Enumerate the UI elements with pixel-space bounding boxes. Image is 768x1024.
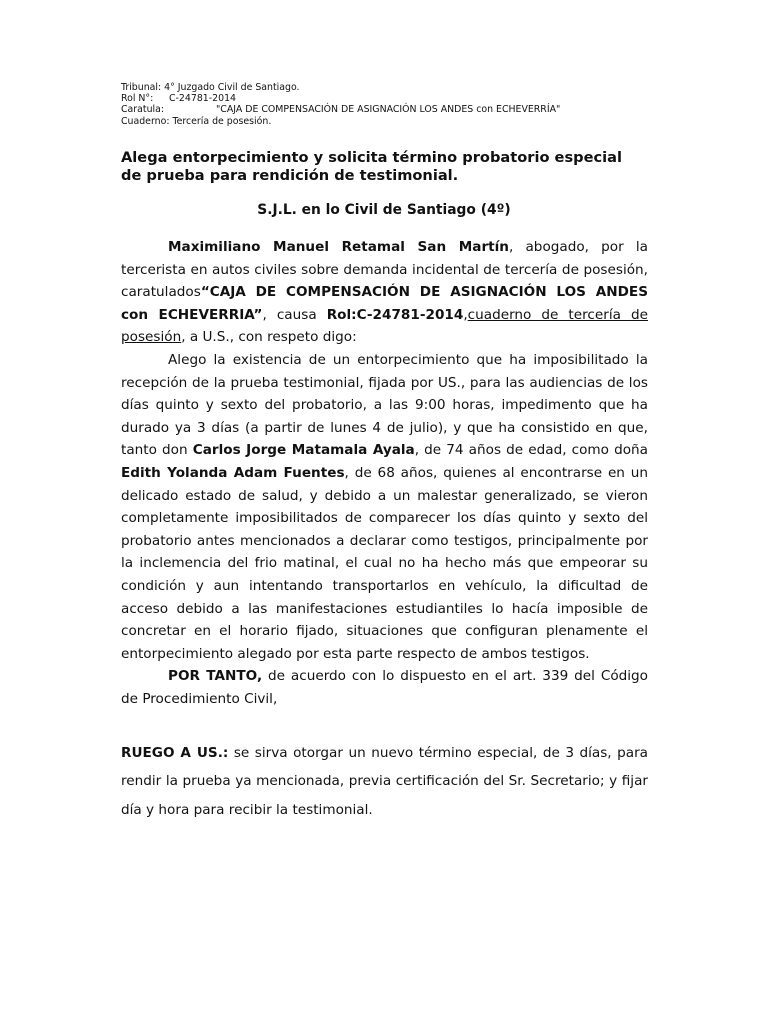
body-text-1: Alego la existencia de un entorpecimiento que ha imposibilitado la recepción de la prueba testimonial, fijada por US., para las audiencias de los días quinto y sexto del probatorio, a las 9:00 horas, impedimento que ha durado ya 3 días (a partir de lunes 4 de julio), y que ha consistido en que, tanto don <box>121 351 648 459</box>
ruego-paragraph <box>121 739 648 824</box>
intro-text-4: , a U.S., con respeto digo: <box>181 329 357 346</box>
body-text-3: , de 68 años, quienes al encontrarse en un delicado estado de salud, y debido a un malestar generalizado, se vieron completamente imposibilitados de comparecer los días quinto y sexto del probatorio antes mencionados a declarar como testigos, principalmente por la inclemencia del frio matinal, el cual no ha hecho más que empeorar su condición y aun intentando transportarlos en vehículo, la dificultad de acceso debido a las manifestaciones estudiantiles lo hacía imposible de concretar en el horario fijado, situaciones que configuran plenamente el entorpecimiento alegado por esta parte respecto de ambos testigos. <box>121 464 648 662</box>
rol-label: Rol N°: <box>121 93 154 105</box>
rol-value: C-24781-2014 <box>169 93 236 105</box>
caratula-value: "CAJA DE COMPENSACIÓN DE ASIGNACIÓN LOS ANDES con ECHEVERRÍA" <box>216 104 561 116</box>
witness-1-name: Carlos Jorge Matamala Ayala <box>192 442 415 459</box>
intro-text-3: , <box>463 306 468 323</box>
body-text-2: , de 74 años de edad, como doña <box>414 442 648 459</box>
case-caption: “CAJA DE COMPENSACIÓN DE ASIGNACIÓN LOS ANDES con ECHEVERRIA” <box>121 284 648 323</box>
body-paragraph <box>121 349 648 665</box>
rol-line <box>121 93 661 104</box>
document-title: Alega entorpecimiento y solicita término probatorio especial de prueba para rendición de testimonial. <box>121 149 622 184</box>
case-rol: Rol:C-24781-2014 <box>326 306 464 323</box>
cuaderno-reference: cuaderno de tercería de posesión <box>121 306 648 346</box>
caratula-label: Caratula: <box>121 104 165 116</box>
witness-2-name: Edith Yolanda Adam Fuentes <box>121 464 345 481</box>
por-tanto-text: de acuerdo con lo dispuesto en el art. 339 del Código de Procedimiento Civil, <box>121 668 648 707</box>
ruego-label: RUEGO A US.: <box>121 745 229 761</box>
court-heading: S.J.L. en lo Civil de Santiago (4º) <box>257 202 511 218</box>
ruego-block <box>121 739 648 824</box>
tribunal-line: Tribunal: 4° Juzgado Civil de Santiago. <box>121 82 300 93</box>
por-tanto-label: POR TANTO, <box>168 668 263 685</box>
lawyer-name: Maximiliano Manuel Retamal San Martín <box>168 239 509 255</box>
intro-text-2: , causa <box>262 306 327 323</box>
intro-paragraph <box>121 236 648 349</box>
cuaderno-line: Cuaderno: Tercería de posesión. <box>121 115 272 127</box>
ruego-text: se sirva otorgar un nuevo término especial, de 3 días, para rendir la prueba ya mencionada, previa certificación del Sr. Secretario; y fijar día y hora para recibir la testimonial. <box>121 745 649 818</box>
intro-text-1: , abogado, por la tercerista en autos civiles sobre demanda incidental de tercería de posesión, caratulados <box>121 239 648 301</box>
caratula-line <box>121 104 661 115</box>
case-header <box>121 82 661 127</box>
document-body <box>121 236 648 710</box>
por-tanto-paragraph <box>121 665 648 710</box>
